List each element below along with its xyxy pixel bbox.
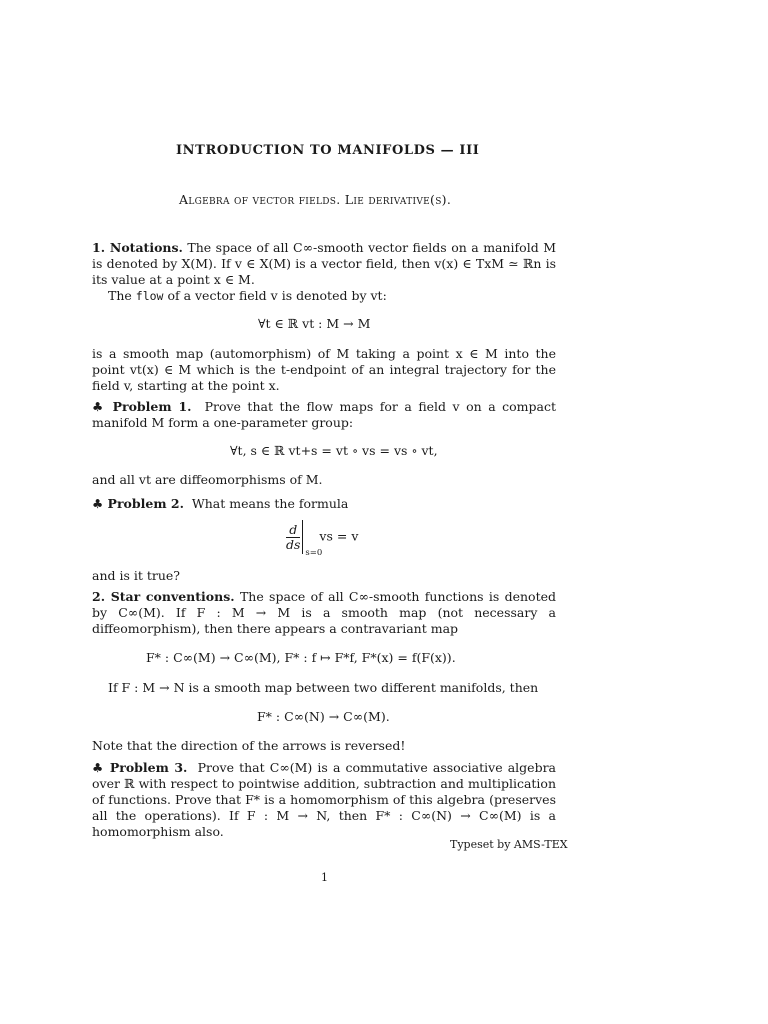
section-1-heading: 1. Notations. (92, 240, 183, 255)
problem-1-text: Prove that the flow maps for a field v on a compact manifold M form a one-parameter group: (92, 399, 557, 430)
arrows-note: Note that the direction of the arrows is reversed! (92, 738, 406, 753)
problem-1-equation: ∀t, s ∈ ℝ vt+s = vt ∘ vs = vs ∘ vt, (230, 443, 438, 458)
problem-3 (92, 760, 556, 840)
formula-rhs: vs = v (319, 528, 359, 544)
problem-2 (92, 496, 556, 512)
section-1-text: The space of all C∞-smooth vector fields on a manifold M is denoted by X(M). If v ∈ X(M) is a vector field, then v(x) ∈ TxM ≃ ℝn is its value at a point x ∈ M. (92, 240, 556, 287)
contravariant-equation: F* : C∞(M) → C∞(M), F* : f ↦ F*f, F*(x) = f(F(x)). (146, 650, 456, 665)
flow-equation: ∀t ∈ ℝ vt : M → M (258, 316, 371, 331)
section-2-paragraph (92, 589, 556, 637)
problem-2-after: and is it true? (92, 568, 181, 583)
section-2-heading: 2. Star conventions. (92, 589, 235, 604)
pullback-equation: F* : C∞(N) → C∞(M). (257, 709, 390, 724)
problem-3-label: ♣ Problem 3. (92, 760, 188, 775)
problem-1 (92, 399, 556, 431)
problem-2-formula (286, 520, 359, 558)
automorphism-paragraph: is a smooth map (automorphism) of M taking a point x ∈ M into the point vt(x) ∈ M which is the t-endpoint of an integral trajectory for the field v, starting at the point x. (92, 346, 556, 393)
derivative-fraction (286, 523, 300, 552)
section-1-paragraph (92, 240, 556, 288)
problem-1-label: ♣ Problem 1. (92, 399, 192, 414)
problem-1-after: and all vt are diffeomorphisms of M. (92, 472, 323, 487)
problem-2-text: What means the formula (191, 496, 349, 511)
flow-post: of a vector field v is denoted by vt: (163, 288, 387, 303)
flow-pre: The (108, 288, 136, 303)
evaluation-subscript: s=0 (305, 548, 323, 558)
fraction-numerator: d (286, 523, 300, 538)
page-title: INTRODUCTION TO MANIFOLDS — III (176, 143, 480, 158)
different-manifolds-paragraph: If F : M → N is a smooth map between two different manifolds, then (108, 680, 539, 695)
subtitle: Algebra of vector fields. Lie derivative(s). (179, 192, 452, 207)
typeset-footer: Typeset by AMS-TEX (450, 838, 568, 851)
fraction-denominator: ds (286, 536, 301, 552)
problem-2-label: ♣ Problem 2. (92, 496, 184, 511)
page-number: 1 (321, 871, 328, 884)
flow-paragraph (92, 288, 556, 304)
section-2-text: The space of all C∞-smooth functions is denoted by C∞(M). If F : M → M is a smooth map (not necessary a diffeomorphism), then there appears a contravariant map (92, 589, 556, 636)
flow-code: flow (135, 289, 164, 303)
evaluation-bar (302, 520, 323, 558)
problem-3-text: Prove that C∞(M) is a commutative associative algebra over ℝ with respect to pointwise addition, subtraction and multiplication of functions. Prove that F* is a homomorphism of this algebra (preserves all the operations). If F : M → N, then F* : C∞(N) → C∞(M) is a homomorphism also. (92, 760, 557, 839)
